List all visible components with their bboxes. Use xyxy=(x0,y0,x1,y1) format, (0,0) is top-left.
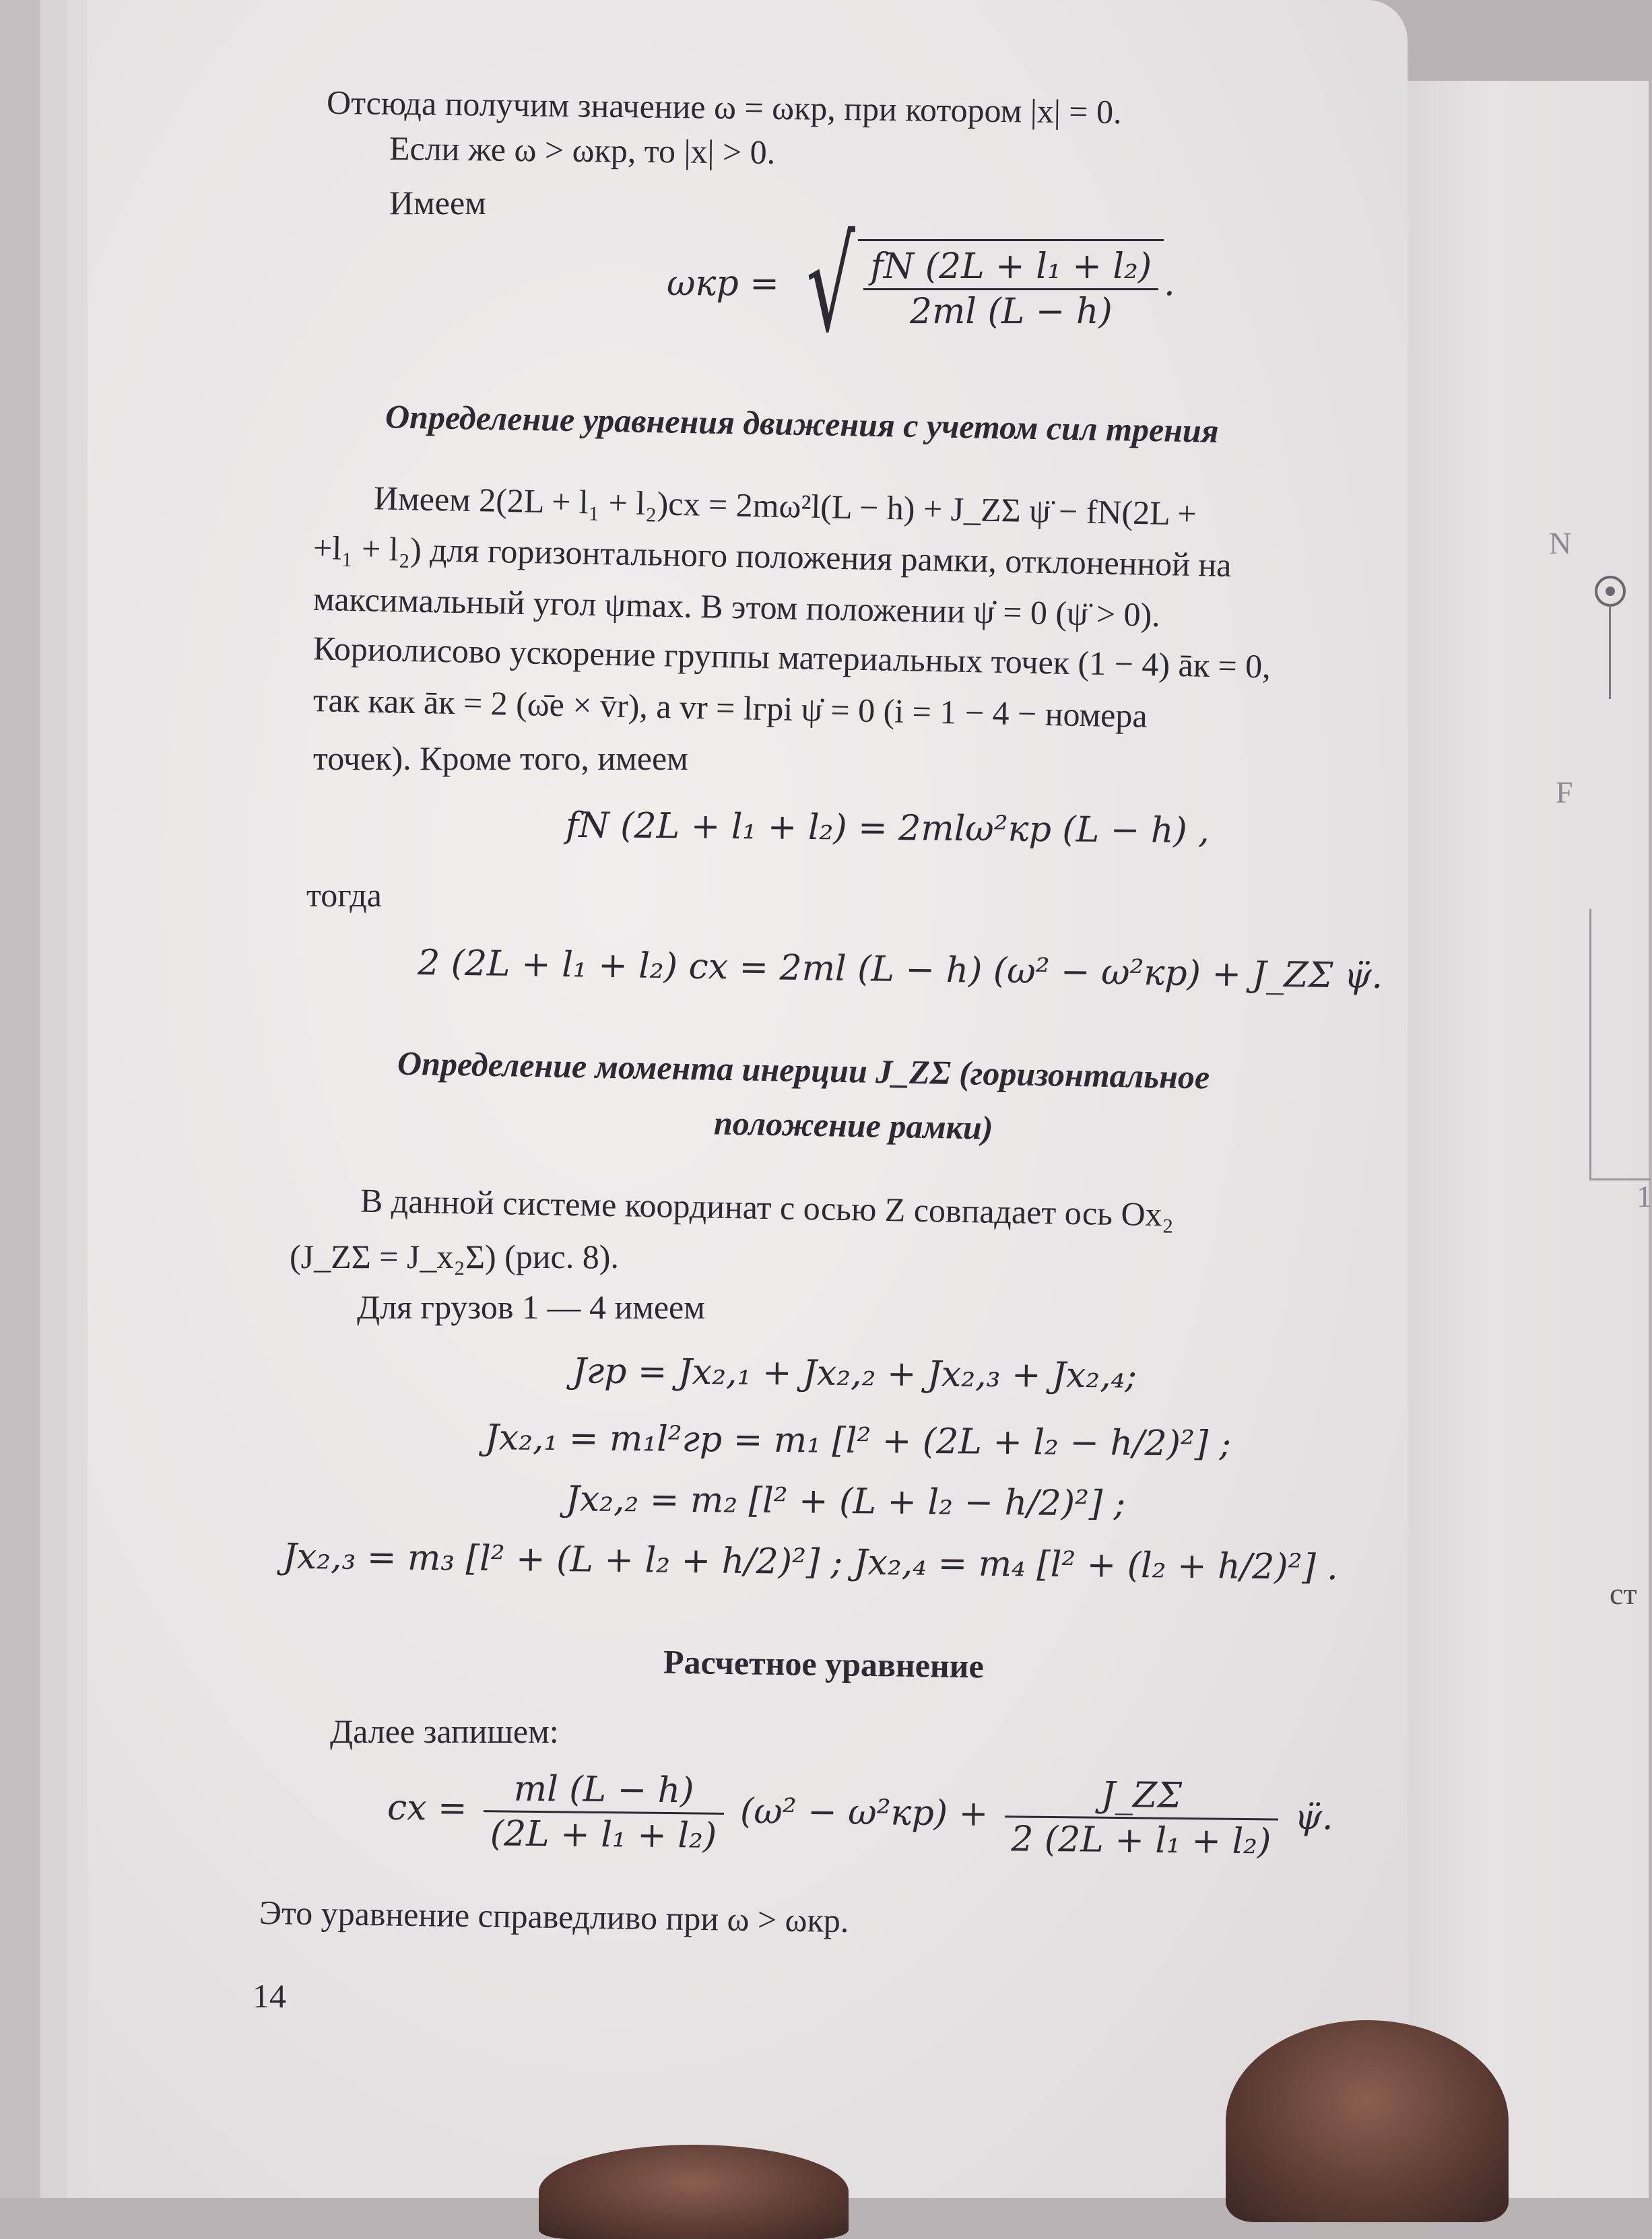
denominator: (2L + l₁ + l₂) xyxy=(490,1813,717,1857)
equation-design xyxy=(387,1766,1333,1865)
right-page-fragment: F xyxy=(1556,775,1573,809)
numerator: J_ZΣ xyxy=(1005,1772,1279,1820)
text-line: Имеем xyxy=(389,184,486,222)
right-page-fragment: N xyxy=(1549,526,1572,560)
text-line: Для грузов 1 — 4 имеем xyxy=(357,1288,705,1326)
text-line: Отсюда получим значение ω = ωкр, при котором |x| = 0. xyxy=(326,83,1122,131)
text-line: тогда xyxy=(306,876,382,914)
equation-inertia-2: Jx₂,₂ = m₂ [l² + (L + l₂ − h/2)²] ; xyxy=(565,1479,1126,1525)
text-line: Кориолисово ускорение группы материальных точек (1 − 4) āк = 0, xyxy=(312,629,1271,686)
section-heading: Расчетное уравнение xyxy=(663,1642,985,1685)
text-line: точек). Кроме того, имеем xyxy=(313,739,688,777)
text-line: +l₁ + l₂) для горизонтального положения рамки, отклоненной на xyxy=(312,528,1232,584)
text-line: Если же ω > ωкр, то |x| > 0. xyxy=(389,129,776,171)
sqrt-icon: √ xyxy=(806,211,856,360)
right-page xyxy=(1387,81,1652,2198)
denominator: 2 (2L + l₁ + l₂) xyxy=(1011,1819,1271,1863)
page-stack-edge xyxy=(40,0,69,2198)
square-root xyxy=(790,211,1164,360)
equation-inertia-3-4: Jx₂,₃ = m₃ [l² + (L + l₂ + h/2)²] ; Jx₂,₄ = m₄ [l² + (l₂ + h/2)²] . xyxy=(282,1536,1339,1589)
equation-omega-kr xyxy=(667,211,1175,360)
equation-lhs: cx = xyxy=(387,1787,467,1829)
equation-inertia-1: Jx₂,₁ = m₁l²гр = m₁ [l² + (2L + l₂ − h/2)²] ; xyxy=(484,1417,1232,1465)
figure-frame xyxy=(1589,909,1651,1180)
equation-end: ψ̈. xyxy=(1294,1797,1333,1838)
section-heading: положение рамки) xyxy=(713,1104,993,1147)
section-heading: Определение уравнения движения с учетом сил трения xyxy=(385,397,1220,450)
pivot-node-icon xyxy=(1595,576,1626,607)
text-line: так как āк = 2 (ω̄e × v̄r), а vr = lгрi ψ̇ = 0 (i = 1 − 4 − номера xyxy=(312,681,1148,735)
force-arrow xyxy=(1609,605,1611,699)
equation-main: 2 (2L + l₁ + l₂) cx = 2ml (L − h) (ω² − ω²кр) + J_ZΣ ψ̈. xyxy=(417,942,1383,997)
equation-middle: (ω² − ω²кр) + xyxy=(739,1791,989,1834)
equation-lhs: ωкр = xyxy=(667,263,779,304)
fraction xyxy=(483,1767,724,1858)
equation-inertia-sum: Jгр = Jx₂,₁ + Jx₂,₂ + Jx₂,₃ + Jx₂,₄; xyxy=(572,1351,1137,1397)
equation-end: . xyxy=(1164,263,1175,304)
section-heading: Определение момента инерции J_ZΣ (горизонтальное xyxy=(397,1044,1210,1096)
text-line: Это уравнение справедливо при ω > ωкр. xyxy=(259,1893,849,1940)
fraction xyxy=(863,245,1158,333)
thumb xyxy=(1226,2020,1509,2222)
text-line: (J_ZΣ = J_x₂Σ) (рис. 8). xyxy=(290,1238,619,1275)
page-stack-edge xyxy=(0,0,40,2198)
text-line: Далее запишем: xyxy=(330,1712,559,1750)
right-page-fragment: 1 xyxy=(1637,1179,1652,1213)
text-line: В данной системе координат с осью Z совпадает ось Ox₂ xyxy=(360,1181,1175,1234)
text-line: максимальный угол ψmax. В этом положении ψ̇ = 0 (ψ̈ > 0). xyxy=(312,579,1161,634)
fraction xyxy=(1004,1772,1278,1863)
text-line: Имеем 2(2L + l₁ + l₂)cx = 2mω²l(L − h) + J_ZΣ ψ̈ − fN(2L + xyxy=(373,479,1197,533)
page-number: 14 xyxy=(253,1977,286,2015)
denominator: 2ml (L − h) xyxy=(909,292,1113,332)
page-stack-edge xyxy=(67,0,90,2198)
thumb xyxy=(539,2145,849,2239)
equation-friction: fN (2L + l₁ + l₂) = 2mlω²кр (L − h) , xyxy=(565,805,1210,852)
numerator: fN (2L + l₁ + l₂) xyxy=(863,245,1158,290)
right-page-fragment: ст xyxy=(1610,1576,1637,1611)
numerator: ml (L − h) xyxy=(484,1767,724,1815)
